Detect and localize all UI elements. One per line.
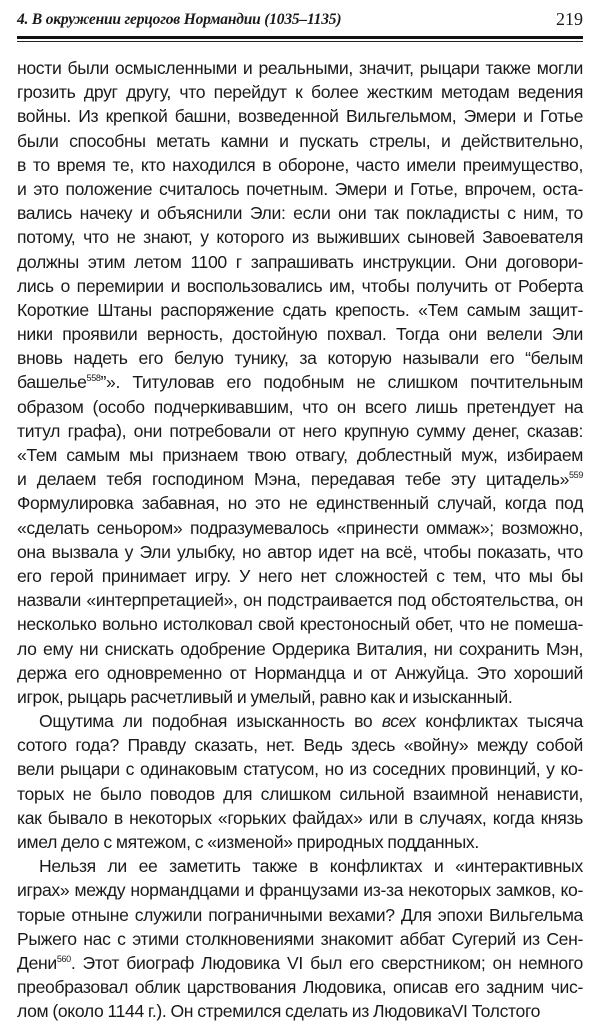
text-line: и делаем тебя господином Мэна, передавая тебе эту цитадель»$^{559}$ <box>17 469 583 490</box>
text-line: преобразовал облик царствования Людовика, описав его задним чис- <box>17 977 583 998</box>
text-line: «сделать сеньором» подразумевалось «принести оммаж»; возможно, <box>17 517 583 538</box>
text-line: были способны метать камни и пускать стрелы, и действительно, <box>17 130 583 151</box>
text-line: башелье$^{558}$”». Титуловав его подобным не слишком почтительным <box>17 372 583 393</box>
text-line: вели рыцари с одинаковым статусом, но из соседних провинций, у ко- <box>17 759 583 780</box>
paragraph <box>17 854 583 1023</box>
text-line: ники проявили верность, достойную похвал. Тогда они велели Эли <box>17 324 583 345</box>
book-page <box>17 0 583 1022</box>
text-line: «Тем самым мы признаем твою отвагу, доблестный муж, избираем <box>17 445 583 465</box>
text-line: Дени$^{560}$. Этот биограф Людовика VI был его сверстником; он немного <box>17 952 583 973</box>
paragraph <box>17 56 583 709</box>
emphasis: всех <box>381 711 416 732</box>
header-rule-thin <box>17 41 583 42</box>
text-line: она вызвала у Эли улыбку, но автор идет на всё, чтобы показать, что <box>17 541 583 562</box>
text-line: ло ему ни снискать одобрение Ордерика Виталия, ни сохранить Мэн, <box>17 638 583 659</box>
text-line: вались начеку и объяснили Эли: если они так покладисты с ним, то <box>17 203 583 224</box>
text-line: Формулировка забавная, но это не единственный случай, когда под <box>17 493 583 514</box>
text-line: лись о перемирии и воспользовались им, чтобы получить от Роберта <box>17 275 583 296</box>
text-line: назвали «интерпретацией», он подстраивается под обстоятельства, он <box>17 590 583 611</box>
text-line: Короткие Штаны распоряжение сдать крепость. «Тем самым защит- <box>17 299 583 320</box>
text-line: и это положение считалось почетным. Эмери и Готье, впрочем, оста- <box>17 178 583 199</box>
text-line: его герой принимает игру. У него нет сложностей с тем, что мы бы <box>17 565 583 586</box>
text-line: лом (около 1144 г.). Он стремился сделать из ЛюдовикаVI Толстого <box>17 1001 541 1022</box>
text-line: потому, что не знают, у которого из выживших сыновей Завоевателя <box>17 227 583 248</box>
text-line: как бывало в некоторых «горьких файдах» или в случаях, когда князь <box>17 807 583 828</box>
chapter-title: 4. В окружении герцогов Нормандии (1035–1135) <box>17 11 342 28</box>
page-number: 219 <box>556 9 583 29</box>
running-head <box>17 8 583 34</box>
text-line: должны этим летом 1100 г запрашивать инструкции. Они договори- <box>17 251 583 272</box>
footnote-ref[interactable]: 558 <box>86 373 101 384</box>
text-line: несколько вольно истолковал свой крестоносный обет, что не помеша- <box>17 614 583 635</box>
text-line: торые отныне служили пограничными вехами? Для эпохи Вильгельма <box>17 904 583 925</box>
text-line: грозить друг другу, что перейдут к более жестким методам ведения <box>17 82 583 103</box>
text-line: торых не было поводов для слишком сильной взаимной ненависти, <box>17 783 583 804</box>
text-line: в то время те, кто находился в обороне, часто имели преимущество, <box>17 154 583 175</box>
text-line: войны. Из крепкой башни, возведенной Вильгельмом, Эмери и Готье <box>17 106 583 127</box>
text-line: титул графа), они потребовали от него крупную сумму денег, сказав: <box>17 420 583 441</box>
text-line: вновь надеть его белую тунику, за которую называли его “белым <box>17 348 583 369</box>
header-rule-thick <box>17 36 583 39</box>
paragraph <box>17 709 583 854</box>
footnote-ref[interactable]: 560 <box>56 953 71 964</box>
text-line: имел дело с мятежом, с «изменой» природных подданных. <box>17 832 479 852</box>
text-line: образом (особо подчеркивавшим, что он всего лишь претендует на <box>17 396 583 417</box>
text-line: сотого года? Правду сказать, нет. Ведь здесь «войну» между собой <box>17 735 583 756</box>
text-line: Рыжего нас с этими столкновениями знакомит аббат Сугерий из Сен- <box>17 928 583 949</box>
body-text <box>17 56 583 1024</box>
text-line: играх» между нормандцами и французами из-за некоторых замков, ко- <box>17 880 583 901</box>
text-line: Ощутима ли подобная изысканность во всех конфликтах тысяча <box>39 711 583 732</box>
text-line: игрок, рыцарь расчетливый и умелый, равно как и изысканный. <box>17 686 513 707</box>
text-line: ности были осмысленными и реальными, значит, рыцари также могли <box>17 58 583 78</box>
text-line: Нельзя ли ее заметить также в конфликтах и «интерактивных <box>39 856 583 877</box>
footnote-ref[interactable]: 559 <box>569 470 583 481</box>
text-line: держа его одновременно от Нормандца и от Анжуйца. Это хороший <box>17 662 583 683</box>
